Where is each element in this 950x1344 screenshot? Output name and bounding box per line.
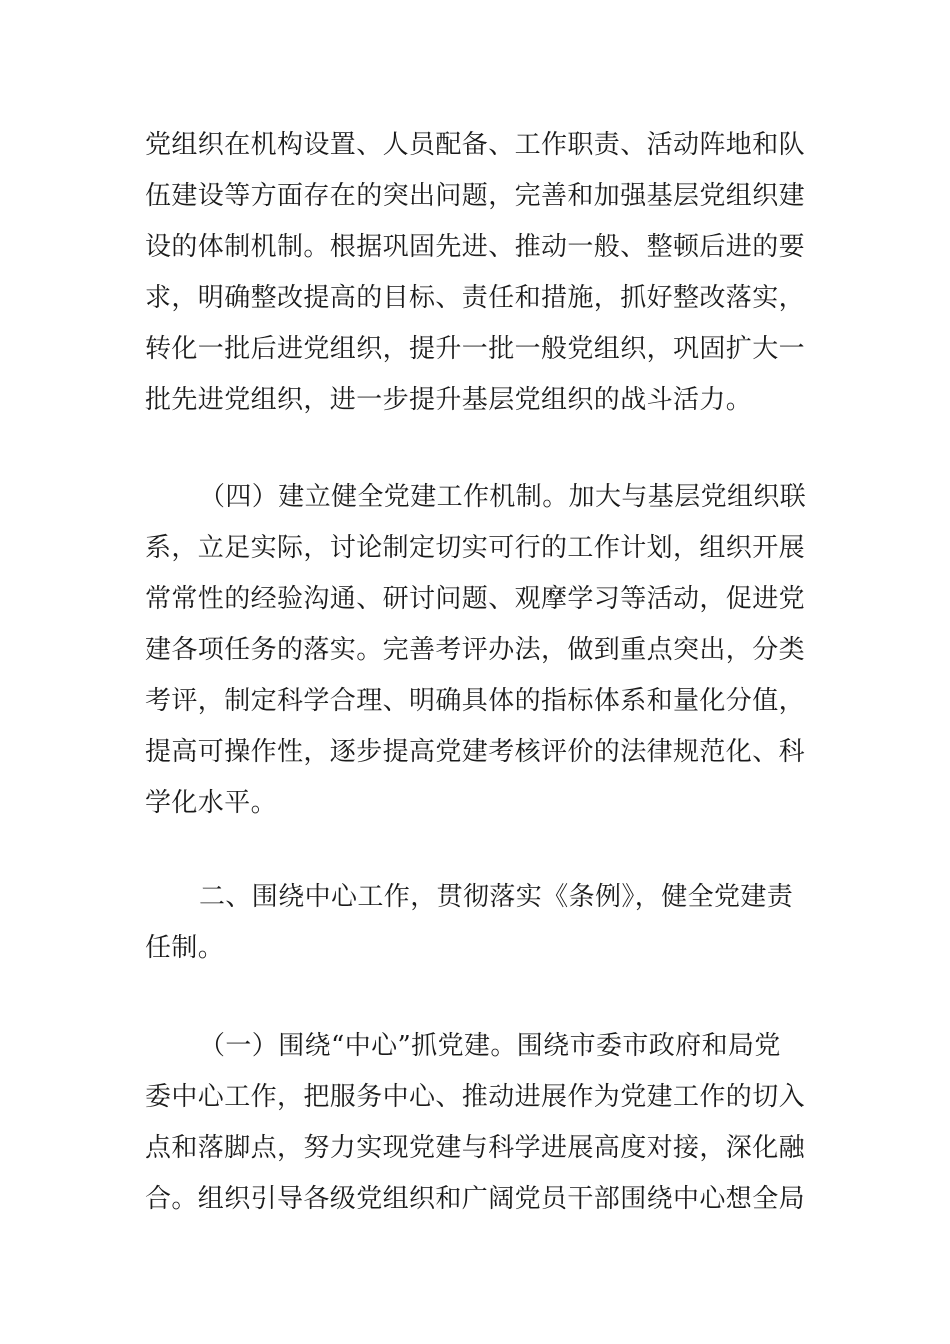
text-line: （四）建立健全党建工作机制。加大与基层党组织联 — [199, 482, 807, 512]
text-line: 批先进党组织，进一步提升基层党组织的战斗活力。 — [145, 385, 753, 415]
text-line: 二、围绕中心工作，贯彻落实《条例》，健全党建责 — [199, 882, 794, 912]
text-line: 转化一批后进党组织，提升一批一般党组织，巩固扩大一 — [145, 334, 806, 364]
text-line: 建各项任务的落实。完善考评办法，做到重点突出，分类 — [145, 635, 806, 665]
text-line: 党组织在机构设置、人员配备、工作职责、活动阵地和队 — [145, 130, 806, 160]
paragraph-party-building-mechanism — [145, 472, 815, 829]
section-heading-2 — [145, 872, 815, 974]
text-line: 点和落脚点，努力实现党建与科学进展高度对接，深化融 — [145, 1133, 806, 1163]
text-line: 委中心工作，把服务中心、推动进展作为党建工作的切入 — [145, 1082, 806, 1112]
text-line: 系，立足实际，讨论制定切实可行的工作计划，组织开展 — [145, 533, 806, 563]
text-line: 伍建设等方面存在的突出问题，完善和加强基层党组织建 — [145, 181, 806, 211]
text-line: 提高可操作性，逐步提高党建考核评价的法律规范化、科 — [145, 737, 806, 767]
text-line: 学化水平。 — [145, 788, 278, 818]
text-line: 设的体制机制。根据巩固先进、推动一般、整顿后进的要 — [145, 232, 806, 262]
text-line: 求，明确整改提高的目标、责任和措施，抓好整改落实， — [145, 283, 806, 313]
paragraph-continuation — [145, 120, 815, 426]
text-line: 任制。 — [145, 933, 225, 963]
text-line: 常常性的经验沟通、研讨问题、观摩学习等活动，促进党 — [145, 584, 806, 614]
text-line: 合。组织引导各级党组织和广阔党员干部围绕中心想全局 — [145, 1184, 806, 1214]
text-line: 考评，制定科学合理、明确具体的指标体系和量化分值， — [145, 686, 806, 716]
text-line: （一）围绕“中心”抓党建。围绕市委市政府和局党 — [199, 1031, 781, 1061]
paragraph-center-work — [145, 1021, 815, 1225]
